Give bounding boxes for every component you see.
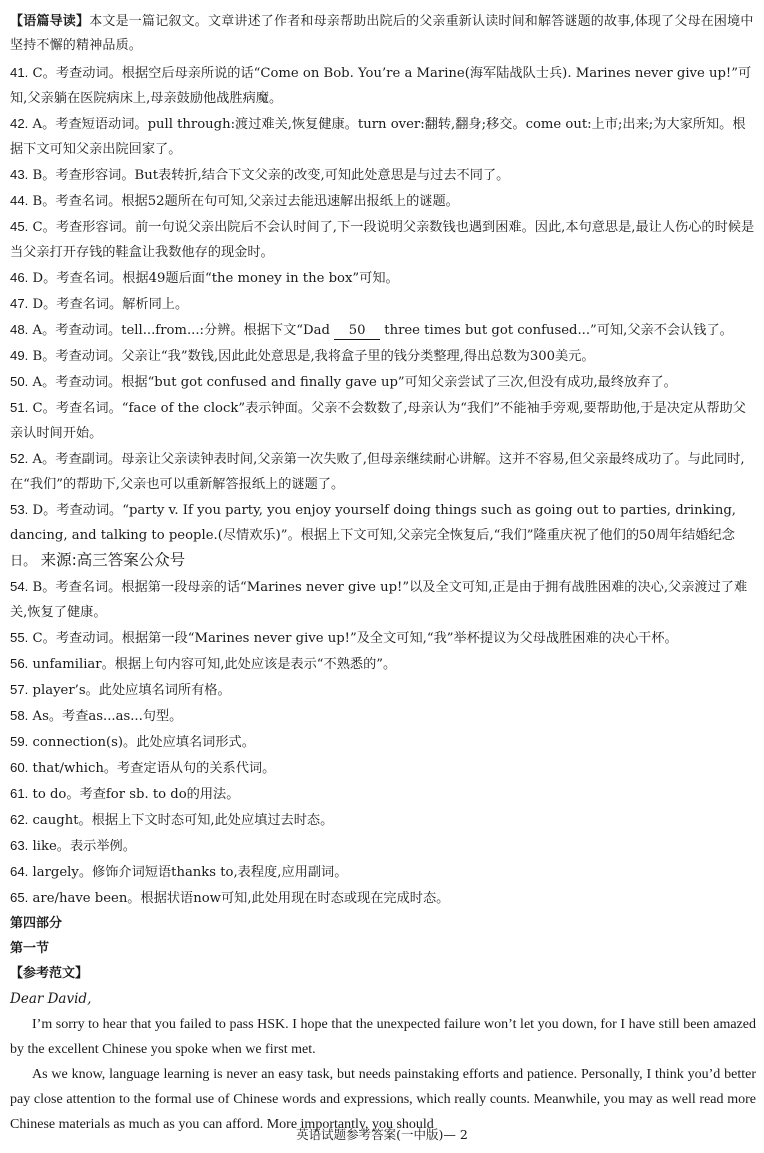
- answer-item: 63. like。表示举例。: [10, 838, 136, 854]
- answer-item: 48. A。考查动词。tell...from...:分辨。根据下文“Dad 50 three times but got confused...”可知,父亲不会认钱了。: [10, 322, 733, 338]
- answer-item: 42. A。考查短语动词。pull through:渡过难关,恢复健康。turn over:翻转,翻身;移交。come out:上市;出来;为大家所知。根据下文可知父亲出院回家了。: [10, 116, 746, 157]
- answer-item: 46. D。考查名词。根据49题后面“the money in the box”可知。: [10, 270, 399, 286]
- answer-item: 53. D。考查动词。“party v. If you party, you enjoy yourself doing things such as going out to parties, drinking, dancing, and talking to people.(尽情欢乐)”。根据上下文可知,父亲完全恢复后,“我们”隆重庆祝了他们的50周年结婚纪念日。 来源:高三答案公众号: [10, 502, 736, 569]
- answer-item: 51. C。考查名词。“face of the clock”表示钟面。父亲不会数数了,母亲认为“我们”不能袖手旁观,要帮助他,于是决定从帮助父亲认时间开始。: [10, 400, 746, 441]
- sample-essay-tag: 【参考范文】: [10, 966, 89, 981]
- answer-list: [10, 60, 756, 1137]
- answer-item: 43. B。考查形容词。But表转折,结合下文父亲的改变,可知此处意思是与过去不同了。: [10, 167, 510, 183]
- part-heading: 第四部分: [10, 916, 63, 931]
- section-heading: 第一节: [10, 941, 50, 956]
- intro-text: 本文是一篇记叙文。文章讲述了作者和母亲帮助出院后的父亲重新认读时间和解答谜题的故事,体现了父母在困境中坚持不懈的精神品质。: [10, 14, 754, 53]
- answer-item: 45. C。考查形容词。前一句说父亲出院后不会认时间了,下一段说明父亲数钱也遇到困难。因此,本句意思是,最让人伤心的时候是当父亲打开存钱的鞋盒让我数他存的现金时。: [10, 219, 755, 260]
- answer-item: 41. C。考查动词。根据空后母亲所说的话“Come on Bob. You’re a Marine(海军陆战队士兵). Marines never give up!”可知,父亲躺在医院病床上,母亲鼓励他战胜病魔。: [10, 65, 752, 106]
- answer-item: 47. D。考查名词。解析同上。: [10, 296, 189, 312]
- answer-item: 59. connection(s)。此处应填名词形式。: [10, 734, 255, 750]
- blank-answer: 50: [334, 323, 380, 340]
- answer-item: 58. As。考查as...as...句型。: [10, 708, 183, 724]
- answer-item: 52. A。考查副词。母亲让父亲读钟表时间,父亲第一次失败了,但母亲继续耐心讲解。这并不容易,但父亲最终成功了。与此同时,在“我们”的帮助下,父亲也可以重新解答报纸上的谜题了。: [10, 451, 745, 492]
- answer-item: 55. C。考查动词。根据第一段“Marines never give up!”及全文可知,“我”举杯提议为父母战胜困难的决心干杯。: [10, 630, 678, 646]
- page-footer: 英语试题参考答案(一中版)— 2: [296, 1127, 468, 1142]
- answer-item: 57. player’s。此处应填名词所有格。: [10, 682, 231, 698]
- answer-item: 62. caught。根据上下文时态可知,此处应填过去时态。: [10, 812, 334, 828]
- answer-item: 60. that/which。考查定语从句的关系代词。: [10, 760, 276, 776]
- answer-item: 64. largely。修饰介词短语thanks to,表程度,应用副词。: [10, 864, 348, 880]
- passage-intro: [10, 10, 754, 58]
- source-watermark: 来源:高三答案公众号: [40, 551, 186, 569]
- essay-paragraph: As we know, language learning is never an easy task, but needs painstaking efforts and patience. Personally, I think you’d better pay close attention to the formal use of Chinese words and expressions, which really counts. Meanwhile, you may as well read more Chinese materials as much as you can afford. More importantly, you should: [10, 1067, 756, 1132]
- answer-item: 65. are/have been。根据状语now可知,此处用现在时态或现在完成时态。: [10, 890, 450, 906]
- intro-tag: 【语篇导读】: [10, 14, 90, 29]
- answer-item: 54. B。考查名词。根据第一段母亲的话“Marines never give up!”以及全文可知,正是由于拥有战胜困难的决心,父亲渡过了难关,恢复了健康。: [10, 579, 748, 620]
- answer-item: 49. B。考查动词。父亲让“我”数钱,因此此处意思是,我将盒子里的钱分类整理,得出总数为300美元。: [10, 348, 595, 364]
- letter-salutation: Dear David,: [10, 991, 92, 1007]
- answer-item: 56. unfamiliar。根据上句内容可知,此处应该是表示“不熟悉的”。: [10, 656, 397, 672]
- essay-paragraph: I’m sorry to hear that you failed to pass HSK. I hope that the unexpected failure won’t let you down, for I have still been amazed by the excellent Chinese you spoke when we first met.: [10, 1017, 756, 1057]
- answer-item: 50. A。考查动词。根据“but got confused and finally gave up”可知父亲尝试了三次,但没有成功,最终放弃了。: [10, 374, 677, 390]
- answer-item: 44. B。考查名词。根据52题所在句可知,父亲过去能迅速解出报纸上的谜题。: [10, 193, 459, 209]
- answer-item: 61. to do。考查for sb. to do的用法。: [10, 786, 240, 802]
